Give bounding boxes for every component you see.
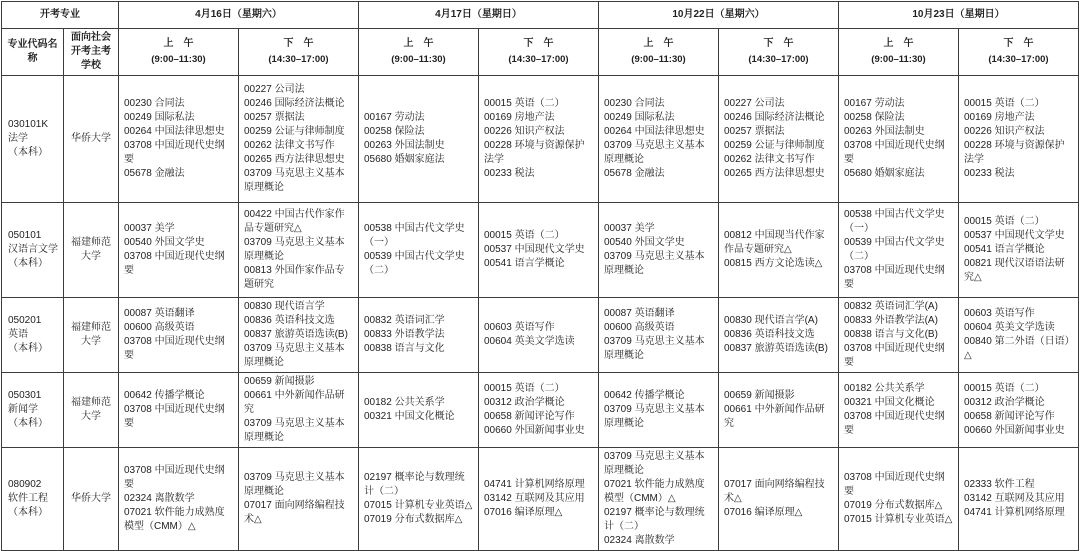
course-item: 02324 离散数学 [604, 535, 675, 546]
course-item: 00541 语言学概论 [964, 244, 1045, 255]
session-cell [839, 76, 959, 203]
session-cell [959, 203, 1079, 298]
session-cell [959, 373, 1079, 448]
date-header-apr16: 4月16日（星期六） [119, 2, 359, 29]
session-time: (14:30–17:00) [268, 54, 329, 66]
course-item: 00659 新闻摄影 [724, 390, 795, 401]
course-item: 00263 外国法制史 [844, 126, 925, 137]
course-item: 07016 编译原理△ [724, 507, 803, 518]
major-cell [2, 448, 64, 551]
course-item: 00658 新闻评论写作 [484, 411, 575, 422]
course-item: 00836 英语科技文选 [724, 329, 815, 340]
session-label: 下 午 [763, 38, 794, 50]
session-header-pm [959, 29, 1079, 76]
course-item: 00321 中国文化概论 [364, 411, 455, 422]
course-item: 00015 英语（二） [964, 216, 1045, 227]
session-cell [359, 76, 479, 203]
course-item: 03709 马克思主义基本原理概论 [604, 336, 705, 361]
course-item: 00312 政治学概论 [964, 397, 1045, 408]
course-item: 00660 外国新闻事业史 [964, 425, 1065, 436]
major-level: （本科） [8, 147, 48, 158]
code-name-header: 专业代码名称 [2, 29, 64, 76]
major-code: 050301 [8, 390, 42, 401]
course-item: 00600 高级英语 [124, 322, 195, 333]
table-row [2, 203, 1079, 298]
major-code: 080902 [8, 479, 42, 490]
course-item: 00538 中国古代文学史（一） [364, 223, 465, 248]
course-item: 03708 中国近现代史纲要 [124, 336, 225, 361]
session-cell [959, 448, 1079, 551]
course-item: 00537 中国现代文学史 [964, 230, 1065, 241]
session-header-pm [719, 29, 839, 76]
session-cell [599, 298, 719, 373]
session-time: (14:30–17:00) [748, 54, 809, 66]
date-header-oct23: 10月23日（星期日） [839, 2, 1079, 29]
course-item: 00015 英语（二） [484, 383, 565, 394]
course-item: 03709 马克思主义基本原理概论 [604, 451, 705, 476]
major-level: （本科） [8, 507, 48, 518]
course-item: 00258 保险法 [364, 126, 425, 137]
session-label: 下 午 [283, 38, 314, 50]
course-item: 07019 分布式数据库△ [364, 514, 463, 525]
course-item: 00249 国际私法 [124, 112, 195, 123]
session-time: (14:30–17:00) [988, 54, 1049, 66]
course-item: 00258 保险法 [844, 112, 905, 123]
course-item: 00661 中外新闻作品研究 [244, 390, 345, 415]
session-cell [119, 298, 239, 373]
session-header-pm [239, 29, 359, 76]
course-item: 00249 国际私法 [604, 112, 675, 123]
table-row [2, 298, 1079, 373]
session-cell [599, 448, 719, 551]
session-cell [239, 373, 359, 448]
course-item: 00262 法律文书写作 [244, 140, 335, 151]
course-item: 00169 房地产法 [484, 112, 555, 123]
course-item: 00642 传播学概论 [124, 390, 205, 401]
course-item: 00167 劳动法 [364, 112, 425, 123]
course-item: 00813 外国作家作品专题研究 [244, 265, 345, 290]
course-item: 00264 中国法律思想史 [604, 126, 705, 137]
course-item: 00227 公司法 [724, 98, 785, 109]
course-item: 00833 外语教学法(A) [844, 315, 938, 326]
session-time: (9:00–11:30) [631, 54, 686, 66]
major-level: （本科） [8, 343, 48, 354]
course-item: 00603 英语写作 [484, 322, 555, 333]
session-label: 上 午 [883, 38, 914, 50]
major-name: 英语 [8, 329, 28, 340]
session-cell [479, 373, 599, 448]
course-item: 05680 婚姻家庭法 [844, 168, 925, 179]
course-item: 03708 中国近现代史纲要 [124, 251, 225, 276]
session-cell [599, 373, 719, 448]
course-item: 00015 英语（二） [484, 230, 565, 241]
course-item: 03708 中国近现代史纲要 [844, 411, 945, 436]
course-item: 00037 美学 [124, 223, 175, 234]
major-code: 030101K [8, 119, 49, 130]
date-header-apr17: 4月17日（星期日） [359, 2, 599, 29]
course-item: 00539 中国古代文学史（二） [844, 237, 945, 262]
school-cell: 华侨大学 [64, 76, 119, 203]
session-cell [719, 448, 839, 551]
session-cell [719, 298, 839, 373]
major-cell [2, 203, 64, 298]
course-item: 00538 中国古代文学史（一） [844, 209, 945, 234]
course-item: 00264 中国法律思想史 [124, 126, 225, 137]
course-item: 03142 互联网及其应用 [964, 493, 1065, 504]
major-level: （本科） [8, 418, 48, 429]
course-item: 00603 英语写作 [964, 308, 1035, 319]
course-item: 07017 面向网络编程技术△ [724, 479, 825, 504]
course-item: 07017 面向网络编程技术△ [244, 500, 345, 525]
course-item: 03709 马克思主义基本原理概论 [244, 168, 345, 193]
course-item: 00312 政治学概论 [484, 397, 565, 408]
session-cell [239, 298, 359, 373]
course-item: 00246 国际经济法概论 [244, 98, 345, 109]
course-item: 00830 现代语言学(A) [724, 315, 818, 326]
school-cell: 福建师范大学 [64, 203, 119, 298]
school-header: 面向社会开考主考学校 [64, 29, 119, 76]
major-code: 050201 [8, 315, 42, 326]
date-header-oct22: 10月22日（星期六） [599, 2, 839, 29]
course-item: 03709 马克思主义基本原理概论 [604, 251, 705, 276]
session-cell [599, 76, 719, 203]
table-row [2, 373, 1079, 448]
course-item: 00087 英语翻译 [124, 308, 195, 319]
course-item: 00228 环境与资源保护法学 [964, 140, 1065, 165]
header-row-sessions [2, 29, 1079, 76]
course-item: 00265 西方法律思想史 [244, 154, 345, 165]
course-item: 00265 西方法律思想史 [724, 168, 825, 179]
course-item: 00257 票据法 [244, 112, 305, 123]
course-item: 00233 税法 [964, 168, 1015, 179]
session-time: (9:00–11:30) [151, 54, 206, 66]
course-item: 00262 法律文书写作 [724, 154, 815, 165]
major-cell [2, 76, 64, 203]
course-item: 03708 中国近现代史纲要 [844, 140, 945, 165]
course-item: 00246 国际经济法概论 [724, 112, 825, 123]
course-item: 03708 中国近现代史纲要 [124, 404, 225, 429]
course-item: 00321 中国文化概论 [844, 397, 935, 408]
course-item: 05678 金融法 [604, 168, 665, 179]
session-time: (9:00–11:30) [871, 54, 926, 66]
major-name: 新闻学 [8, 404, 38, 415]
course-item: 00228 环境与资源保护法学 [484, 140, 585, 165]
header-row-dates [2, 2, 1079, 29]
course-item: 00230 合同法 [124, 98, 185, 109]
course-item: 00830 现代语言学 [244, 301, 325, 312]
table-header [2, 2, 1079, 76]
session-cell [239, 448, 359, 551]
course-item: 03709 马克思主义基本原理概论 [604, 404, 705, 429]
course-item: 00233 税法 [484, 168, 535, 179]
course-item: 07019 分布式数据库△ [844, 500, 943, 511]
course-item: 00833 外语教学法 [364, 329, 445, 340]
session-label: 下 午 [523, 38, 554, 50]
course-item: 03709 马克思主义基本原理概论 [604, 140, 705, 165]
course-item: 00600 高级英语 [604, 322, 675, 333]
course-item: 07015 计算机专业英语△ [844, 514, 953, 525]
course-item: 00840 第二外语（日语）△ [964, 336, 1070, 361]
table-row [2, 448, 1079, 551]
course-item: 00182 公共关系学 [844, 383, 925, 394]
course-item: 00642 传播学概论 [604, 390, 685, 401]
session-cell [719, 203, 839, 298]
school-cell: 华侨大学 [64, 448, 119, 551]
course-item: 03709 马克思主义基本原理概论 [244, 237, 345, 262]
major-name: 汉语言文学 [8, 244, 58, 255]
course-item: 00537 中国现代文学史 [484, 244, 585, 255]
session-header-am [839, 29, 959, 76]
course-item: 00227 公司法 [244, 84, 305, 95]
course-item: 00832 英语词汇学 [364, 315, 445, 326]
session-cell [359, 448, 479, 551]
session-cell [239, 203, 359, 298]
session-time: (9:00–11:30) [391, 54, 446, 66]
course-item: 03708 中国近现代史纲要 [844, 343, 945, 368]
table-body [2, 76, 1079, 551]
course-item: 07021 软件能力成熟度模型（CMM）△ [604, 479, 705, 504]
course-item: 07021 软件能力成熟度模型（CMM）△ [124, 507, 225, 532]
course-item: 00257 票据法 [724, 126, 785, 137]
course-item: 03708 中国近现代史纲要 [844, 472, 945, 497]
course-item: 00087 英语翻译 [604, 308, 675, 319]
course-item: 02197 概率论与数理统计（二） [364, 472, 465, 497]
course-item: 00660 外国新闻事业史 [484, 425, 585, 436]
session-cell [839, 203, 959, 298]
session-cell [119, 448, 239, 551]
session-label: 上 午 [163, 38, 194, 50]
major-cell [2, 373, 64, 448]
session-cell [359, 298, 479, 373]
course-item: 05680 婚姻家庭法 [364, 154, 445, 165]
session-cell [479, 203, 599, 298]
course-item: 02197 概率论与数理统计（二） [604, 507, 705, 532]
session-cell [119, 203, 239, 298]
course-item: 03709 马克思主义基本原理概论 [244, 343, 345, 368]
session-label: 上 午 [643, 38, 674, 50]
session-cell [959, 298, 1079, 373]
course-item: 00259 公证与律师制度 [724, 140, 825, 151]
course-item: 00837 旅游英语选读(B) [244, 329, 348, 340]
major-group-header: 开考专业 [2, 2, 119, 29]
course-item: 00837 旅游英语选读(B) [724, 343, 828, 354]
course-item: 03709 马克思主义基本原理概论 [244, 418, 345, 443]
course-item: 02333 软件工程 [964, 479, 1035, 490]
course-item: 07016 编译原理△ [484, 507, 563, 518]
course-item: 00836 英语科技文选 [244, 315, 335, 326]
course-item: 00015 英语（二） [484, 98, 565, 109]
course-item: 00226 知识产权法 [964, 126, 1045, 137]
session-cell [719, 373, 839, 448]
course-item: 00815 西方文论选读△ [724, 258, 823, 269]
course-item: 02324 离散数学 [124, 493, 195, 504]
school-cell: 福建师范大学 [64, 373, 119, 448]
course-item: 05678 金融法 [124, 168, 185, 179]
course-item: 03708 中国近现代史纲要 [124, 465, 225, 490]
session-label: 上 午 [403, 38, 434, 50]
course-item: 00832 英语词汇学(A) [844, 301, 938, 312]
course-item: 00821 现代汉语语法研究△ [964, 258, 1065, 283]
course-item: 03708 中国近现代史纲要 [844, 265, 945, 290]
course-item: 00604 英美文学选读 [484, 336, 575, 347]
course-item: 00015 英语（二） [964, 383, 1045, 394]
session-cell [119, 76, 239, 203]
course-item: 00230 合同法 [604, 98, 665, 109]
session-cell [479, 448, 599, 551]
session-cell [599, 203, 719, 298]
session-cell [839, 373, 959, 448]
course-item: 03708 中国近现代史纲要 [124, 140, 225, 165]
school-cell: 福建师范大学 [64, 298, 119, 373]
course-item: 03709 马克思主义基本原理概论 [244, 472, 345, 497]
session-cell [719, 76, 839, 203]
course-item: 04741 计算机网络原理 [484, 479, 585, 490]
session-cell [359, 203, 479, 298]
course-item: 00037 美学 [604, 223, 655, 234]
session-header-am [119, 29, 239, 76]
major-cell [2, 298, 64, 373]
session-label: 下 午 [1003, 38, 1034, 50]
course-item: 00182 公共关系学 [364, 397, 445, 408]
session-cell [959, 76, 1079, 203]
course-item: 00263 外国法制史 [364, 140, 445, 151]
course-item: 04741 计算机网络原理 [964, 507, 1065, 518]
course-item: 00259 公证与律师制度 [244, 126, 345, 137]
course-item: 07015 计算机专业英语△ [364, 500, 473, 511]
course-item: 00661 中外新闻作品研究 [724, 404, 825, 429]
course-item: 00658 新闻评论写作 [964, 411, 1055, 422]
session-cell [839, 448, 959, 551]
session-cell [479, 76, 599, 203]
session-header-pm [479, 29, 599, 76]
course-item: 00539 中国古代文学史（二） [364, 251, 465, 276]
session-cell [479, 298, 599, 373]
session-cell [239, 76, 359, 203]
course-item: 00838 语言与文化 [364, 343, 445, 354]
table-row [2, 76, 1079, 203]
course-item: 00540 外国文学史 [604, 237, 685, 248]
course-item: 00540 外国文学史 [124, 237, 205, 248]
course-item: 00422 中国古代作家作品专题研究△ [244, 209, 345, 234]
major-name: 法学 [8, 133, 28, 144]
session-cell [839, 298, 959, 373]
course-item: 00167 劳动法 [844, 98, 905, 109]
course-item: 00659 新闻摄影 [244, 376, 315, 387]
major-level: （本科） [8, 258, 48, 269]
major-name: 软件工程 [8, 493, 48, 504]
course-item: 00838 语言与文化(B) [844, 329, 938, 340]
course-item: 00226 知识产权法 [484, 126, 565, 137]
exam-schedule-table [1, 1, 1079, 551]
session-time: (14:30–17:00) [508, 54, 569, 66]
session-cell [119, 373, 239, 448]
session-header-am [599, 29, 719, 76]
course-item: 00604 英美文学选读 [964, 322, 1055, 333]
course-item: 00541 语言学概论 [484, 258, 565, 269]
course-item: 00812 中国现当代作家作品专题研究△ [724, 230, 825, 255]
session-cell [359, 373, 479, 448]
course-item: 03142 互联网及其应用 [484, 493, 585, 504]
major-code: 050101 [8, 230, 42, 241]
course-item: 00169 房地产法 [964, 112, 1035, 123]
session-header-am [359, 29, 479, 76]
course-item: 00015 英语（二） [964, 98, 1045, 109]
